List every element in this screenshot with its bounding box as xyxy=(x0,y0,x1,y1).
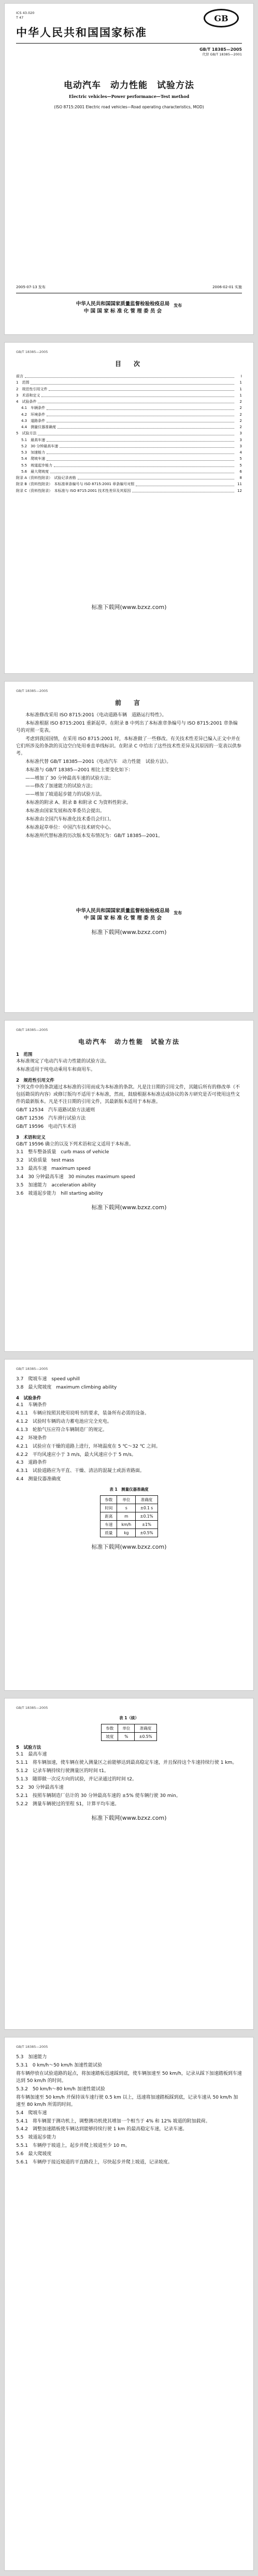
paragraph: 本标准由全国汽车标准化技术委员会归口。 xyxy=(25,817,114,823)
paragraph: 3.8 最大爬坡度 maximum climbing ability xyxy=(16,1384,117,1390)
document-title: 电动汽车 动力性能 试验方法 xyxy=(64,80,194,91)
toc-leader xyxy=(60,443,234,448)
body-text xyxy=(16,1376,242,1483)
paragraph: 5.4.2 调整加速踏板使车辆达到能够持续行驶 1 km 的最高稳定车速，记录车速。 xyxy=(16,2127,188,2132)
paragraph: 本标准起草单位：中国汽车技术研究中心。 xyxy=(25,825,114,831)
table-row xyxy=(101,1496,157,1504)
toc-leader xyxy=(38,399,234,403)
toc-leader xyxy=(50,469,234,473)
table-cell: ±0.5% xyxy=(136,1529,157,1537)
toc-entry[interactable] xyxy=(16,475,242,481)
body-text xyxy=(16,1744,242,1808)
toc-entry-label: 附录 C（资料性附录） 本标准与 ISO 8715:2001 技术性差异及其原因 xyxy=(16,488,131,493)
table-cell: ±0.1% xyxy=(136,1512,157,1521)
issuer-sac: 中 国 国 家 标 准 化 管 理 委 员 会 xyxy=(83,915,162,922)
toc-leader xyxy=(78,475,234,479)
toc-entry-label: 5.3 加速能力 xyxy=(21,450,46,455)
table-header-cell: 参数 xyxy=(101,1496,117,1504)
document-title-en: Electric vehicles—Power performance—Test method xyxy=(68,94,190,100)
foreword-body xyxy=(16,712,242,840)
paragraph: 3.3 最高车速 maximum speed xyxy=(16,1166,91,1172)
toc-entry[interactable] xyxy=(16,392,242,399)
issue-date: 2005-07-13 发布 xyxy=(16,285,46,289)
table-row xyxy=(102,1733,156,1741)
section-heading: 4 试验条件 xyxy=(16,1395,41,1401)
paragraph: 5.1.2 记录车辆持续行驶测量区的时间 t1。 xyxy=(16,1768,109,1774)
paragraph: 5.2.1 按照车辆制造厂估计的 30 分钟最高车速的 ±5% 使车辆行驶 30 min。 xyxy=(16,1793,181,1799)
toc-entry[interactable] xyxy=(16,430,242,436)
paragraph: 将车辆停放在试验道路的起点，将加速踏板迅速踩到底，使车辆加速至 50 km/h，记录从踩下加速踏板到车速达到 50 km/h 的时间。 xyxy=(16,2071,242,2084)
toc-leader xyxy=(47,449,234,454)
paragraph: 本标准代替 GB/T 18385—2001《电动汽车 动力性能 试验方法》。 xyxy=(25,759,171,765)
toc-entry-page: 3 xyxy=(239,444,242,448)
ccs-code: T 47 xyxy=(16,16,24,20)
body-title: 电动汽车 动力性能 试验方法 xyxy=(78,1038,180,1045)
paragraph: ——增加了坡道起步能力的试验方法。 xyxy=(25,792,105,798)
toc-entry-page: Ⅰ xyxy=(240,374,242,378)
table-cell: 车速 xyxy=(101,1521,117,1529)
gb-logo-icon: GB xyxy=(204,9,239,27)
toc-list xyxy=(16,373,242,494)
table-row xyxy=(102,1724,156,1733)
body-page-1 xyxy=(4,1020,254,1352)
paragraph: 本标准与 GB/T 18385—2001 相比主要变化如下： xyxy=(25,767,133,773)
toc-entry-label: 3 术语和定义 xyxy=(16,393,40,398)
table-header-cell: 单位 xyxy=(118,1724,135,1733)
toc-entry-page: 2 xyxy=(239,406,242,411)
paragraph: 5.2 30 分钟最高车速 xyxy=(16,1785,64,1790)
paragraph: 4.2 环境条件 xyxy=(16,1435,47,1441)
toc-entry-page: 6 xyxy=(239,469,242,474)
cover-page xyxy=(4,3,254,335)
table-cell: m xyxy=(117,1512,136,1521)
paragraph: 5.1 最高车速 xyxy=(16,1752,47,1757)
paragraph: 4.3.1 试验道路应为平直、干燥、清洁的混凝土或沥青路面。 xyxy=(16,1468,145,1474)
running-head: GB/T 18385—2005 xyxy=(16,2045,48,2049)
issuer-sac: 中 国 国 家 标 准 化 管 理 委 员 会 xyxy=(83,308,162,314)
paragraph: 4.2.1 试验应在干燥的道路上进行，环境温度在 5 ℃～32 ℃ 之间。 xyxy=(16,1443,161,1449)
table-cell: 质量 xyxy=(101,1529,117,1537)
adoption-note: (ISO 8715:2001 Electric road vehicles—Road operating characteristics, MOD) xyxy=(54,105,204,110)
table-header-cell: 单位 xyxy=(117,1496,136,1504)
toc-entry[interactable] xyxy=(16,373,242,379)
paragraph: 4.4 测量仪器准确度 xyxy=(16,1477,61,1482)
issuer-block xyxy=(16,296,242,316)
paragraph: 本标准根据 ISO 8715:2001 重新起草。在附录 B 中列出了本标准章条编号与 ISO 8715:2001 章条编号的对照一览表。 xyxy=(16,720,238,733)
table-row xyxy=(101,1512,157,1521)
replaces-code: 代替 GB/T 18385—2001 xyxy=(202,52,242,57)
toc-leader xyxy=(136,481,234,486)
toc-leader xyxy=(38,430,234,435)
table-cell: 时间 xyxy=(101,1504,117,1512)
toc-entry-label: 5.5 坡道起步能力 xyxy=(21,463,53,468)
paragraph: 5.3 加速能力 xyxy=(16,2055,47,2060)
toc-entry[interactable] xyxy=(16,462,242,469)
section-heading: 1 范围 xyxy=(16,1052,33,1057)
table-cell: s xyxy=(117,1504,136,1512)
table-header-cell: 准确度 xyxy=(135,1724,156,1733)
paragraph: 5.1.3 随即做一次反方向的试验，并记录通过的时间 t2。 xyxy=(16,1776,137,1782)
paragraph: 4.1 车辆条件 xyxy=(16,1402,47,1408)
table-cell: ±0.5% xyxy=(135,1733,156,1741)
paragraph: 4.2.2 平均风速应小于 3 m/s，最大风速应小于 5 m/s。 xyxy=(16,1452,136,1457)
paragraph: ——增加了 30 分钟最高车速的试验方法； xyxy=(25,775,114,781)
paragraph: 本标准修改采用 ISO 8715:2001《电动道路车辆 道路运行特性》。 xyxy=(25,713,167,718)
toc-leader xyxy=(47,437,234,442)
paragraph: GB/T 12534 汽车道路试验方法通则 xyxy=(16,1107,95,1113)
watermark: 标准下载网(www.bzxz.com) xyxy=(91,1544,167,1551)
toc-entry[interactable] xyxy=(16,405,242,411)
body-page-3 xyxy=(4,1698,254,2030)
watermark: 标准下载网(www.bzxz.com) xyxy=(91,603,167,611)
toc-entry-page: 1 xyxy=(239,387,242,391)
table-cell: km/h xyxy=(117,1521,136,1529)
toc-entry-label: 4.2 环境条件 xyxy=(21,412,46,417)
toc-entry-label: 1 范围 xyxy=(16,380,30,385)
watermark: 标准下载网(www.bzxz.com) xyxy=(91,1814,167,1821)
paragraph: 4.1.2 试验时车辆的动力蓄电池应完全充电。 xyxy=(16,1419,112,1424)
table-caption: 表 1（续） xyxy=(119,1716,139,1720)
paragraph: 3.4 30 分钟最高车速 30 minutes maximum speed xyxy=(16,1174,135,1180)
table-cell: ±0.1 s xyxy=(136,1504,157,1512)
toc-entry-label: 5.6 最大爬坡度 xyxy=(21,469,49,474)
paragraph: 5.6 最大爬坡度 xyxy=(16,2152,52,2157)
toc-entry-label: 5.4 爬坡车速 xyxy=(21,457,46,461)
toc-entry-page: 2 xyxy=(239,400,242,404)
toc-entry-page: 1 xyxy=(239,393,242,398)
toc-entry-page: 2 xyxy=(239,418,242,423)
toc-entry[interactable] xyxy=(16,424,242,430)
paragraph: GB/T 19596 确立的以及下列术语和定义适用于本标准。 xyxy=(16,1141,134,1147)
paragraph: 考虑到我国国情，在采用 ISO 8715:2001 时，本标准做了一些修改。有关技术性差异已编入正文中并在它们所涉及的条款的页边空白处用垂直单线标识。在附录 C 中给出了这些技术性差异及其原因的一览表以供参考。 xyxy=(16,736,242,756)
table-row xyxy=(101,1521,157,1529)
issuer-block xyxy=(16,903,242,923)
accuracy-table xyxy=(100,1495,157,1537)
toc-entry-label: 前言 xyxy=(16,374,23,378)
toc-leader xyxy=(47,456,234,460)
body-text xyxy=(16,2054,242,2167)
toc-entry[interactable] xyxy=(16,456,242,462)
paragraph: 3.1 整车整备质量 curb mass of vehicle xyxy=(16,1150,109,1155)
ics-code: ICS 43.020 xyxy=(16,11,35,15)
toc-leader xyxy=(25,373,234,378)
toc-entry-page: 3 xyxy=(239,431,242,436)
running-head: GB/T 18385—2005 xyxy=(16,1028,48,1032)
toc-entry-label: 4.4 测量仪器准确度 xyxy=(21,425,56,429)
toc-entry-label: 附录 B（资料性附录） 本标准章条编号与 ISO 8715:2001 章条编号对照 xyxy=(16,482,135,487)
running-head: GB/T 18385—2005 xyxy=(16,689,48,693)
body-page-4 xyxy=(4,2037,254,2571)
paragraph: 本标准适用于纯电动乘用车和商用车。 xyxy=(16,1067,96,1072)
toc-entry-label: 5.2 30 分钟最高车速 xyxy=(21,444,59,448)
paragraph: 4.1.3 轮胎气压应符合车辆制造厂的规定。 xyxy=(16,1427,107,1433)
paragraph: 下列文件中的条款通过本标准的引用而成为本标准的条款。凡是注日期的引用文件，其随后所有的修改单（不包括勘误的内容）或修订版均不适用于本标准，然而，鼓励根据本标准达成协议的各方研究是否可使用这些文件的最新版本。凡是不注日期的引用文件，其最新版本适用于本标准。 xyxy=(16,1084,240,1105)
toc-entry[interactable] xyxy=(16,469,242,475)
table-header-cell: 准确度 xyxy=(136,1496,157,1504)
national-standard-title: 中华人民共和国国家标准 xyxy=(16,26,147,39)
toc-leader xyxy=(132,488,234,492)
paragraph: 5.5.1 车辆停于坡道上，起步并爬上坡道至少 10 m。 xyxy=(16,2143,130,2149)
toc-leader xyxy=(41,392,234,397)
watermark: 标准下载网(www.bzxz.com) xyxy=(91,928,167,936)
running-head: GB/T 18385—2005 xyxy=(16,1706,48,1710)
paragraph: 3.7 爬坡车速 speed uphill xyxy=(16,1377,80,1382)
paragraph: 本标准所代替标准的历次版本发布情况为：GB/T 18385—2001。 xyxy=(25,833,163,839)
toc-leader xyxy=(31,379,234,384)
toc-entry-label: 5 试验方法 xyxy=(16,431,37,436)
divider xyxy=(16,43,242,44)
toc-entry[interactable] xyxy=(16,481,242,487)
toc-title: 目 次 xyxy=(114,360,143,367)
toc-entry-label: 4.1 车辆条件 xyxy=(21,406,46,411)
table-cell: % xyxy=(118,1733,135,1741)
table-header-cell: 参数 xyxy=(102,1724,118,1733)
toc-entry[interactable] xyxy=(16,386,242,392)
toc-entry[interactable] xyxy=(16,412,242,418)
toc-entry[interactable] xyxy=(16,437,242,443)
watermark: 标准下载网(www.bzxz.com) xyxy=(91,1204,167,1211)
paragraph: 将车辆加速至 50 km/h 并保持该车速行驶 0.5 km 以上，迅速将加速踏板踩到底，记录车速从 50 km/h 加速至 80 km/h 所需的时间。 xyxy=(16,2094,238,2107)
table-row xyxy=(101,1504,157,1512)
paragraph: 5.4 爬坡车速 xyxy=(16,2110,47,2116)
toc-entry-label: 2 规范性引用文件 xyxy=(16,387,48,391)
table-cell: kg xyxy=(117,1529,136,1537)
issue-tag: 发布 xyxy=(174,910,182,915)
paragraph: ——修改了加速能力的试验方法； xyxy=(25,784,96,789)
toc-entry-page: 2 xyxy=(239,425,242,429)
table-cell: 距离 xyxy=(101,1512,117,1521)
impl-date: 2006-02-01 实施 xyxy=(212,285,242,289)
toc-entry-page: 1 xyxy=(239,380,242,385)
paragraph: 5.2.2 测量车辆驶过的里程 S1，计算平均车速。 xyxy=(16,1801,120,1807)
paragraph: 5.1.1 将车辆加速，使车辆在驶入测量区之前能够达到最高稳定车速，并且保持这个车速持续行驶 1 km。 xyxy=(16,1760,237,1765)
issuer-aqsiq: 中华人民共和国国家质量监督检验检疫总局 xyxy=(76,301,170,307)
table-cell: 坡度 xyxy=(102,1733,118,1741)
paragraph: 3.2 试验质量 test mass xyxy=(16,1158,75,1164)
paragraph: 5.3.2 50 km/h～80 km/h 加速性能试验 xyxy=(16,2086,105,2092)
dates-row xyxy=(16,285,242,290)
toc-entry-label: 5.1 最高车速 xyxy=(21,437,46,442)
foreword-page xyxy=(4,681,254,1013)
toc-entry[interactable] xyxy=(16,443,242,449)
running-head: GB/T 18385—2005 xyxy=(16,1367,48,1371)
paragraph: 3.5 加速能力 acceleration ability xyxy=(16,1183,96,1188)
table-caption: 表 1 测量仪器准确度 xyxy=(109,1487,149,1492)
paragraph: GB/T 12536 汽车滑行试验方法 xyxy=(16,1115,86,1121)
toc-entry-page: 5 xyxy=(239,463,242,468)
toc-leader xyxy=(47,418,234,422)
toc-entry[interactable] xyxy=(16,418,242,424)
toc-entry-page: 2 xyxy=(239,412,242,417)
toc-leader xyxy=(58,424,234,429)
standard-code: GB/T 18385—2005 xyxy=(199,47,242,52)
toc-leader xyxy=(54,462,234,467)
toc-entry-label: 4 试验条件 xyxy=(16,400,37,404)
table-row xyxy=(101,1529,157,1537)
paragraph: 本标准规定了电动汽车动力性能的试验方法。 xyxy=(16,1059,110,1064)
section-heading: 3 术语和定义 xyxy=(16,1135,46,1140)
accuracy-table-continued xyxy=(101,1724,156,1741)
toc-leader xyxy=(47,405,234,409)
paragraph: 本标准的附录 A、附录 B 和附录 C 为资料性附录。 xyxy=(25,800,131,806)
toc-entry-page: 11 xyxy=(237,482,242,487)
paragraph: 5.5 坡道起步能力 xyxy=(16,2135,56,2141)
toc-entry[interactable] xyxy=(16,379,242,386)
table-cell: ±1% xyxy=(136,1521,157,1529)
body-page-2 xyxy=(4,1359,254,1691)
paragraph: GB/T 19596 电动汽车术语 xyxy=(16,1124,77,1129)
toc-entry-page: 8 xyxy=(239,476,242,480)
toc-entry[interactable] xyxy=(16,449,242,456)
toc-entry-page: 5 xyxy=(239,457,242,461)
issuer-aqsiq: 中华人民共和国国家质量监督检验检疫总局 xyxy=(76,908,170,914)
issue-tag: 发布 xyxy=(174,303,182,308)
toc-entry-label: 4.3 道路条件 xyxy=(21,418,46,423)
toc-page xyxy=(4,342,254,674)
toc-entry-page: 4 xyxy=(239,450,242,455)
toc-entry[interactable] xyxy=(16,488,242,494)
foreword-title: 前 言 xyxy=(114,699,143,706)
toc-leader xyxy=(47,412,234,416)
paragraph: 4.3 道路条件 xyxy=(16,1460,47,1466)
body-text xyxy=(16,1051,242,1198)
paragraph: 4.1.1 车辆应按照其使用说明书的要求，装备所有必需的设备。 xyxy=(16,1410,149,1416)
section-heading: 2 规范性引用文件 xyxy=(16,1078,54,1083)
section-heading: 5 试验方法 xyxy=(16,1745,41,1750)
toc-leader xyxy=(49,386,234,391)
paragraph: 3.6 坡道起步能力 hill starting ability xyxy=(16,1191,103,1197)
paragraph: 5.3.1 0 km/h～50 km/h 加速性能试验 xyxy=(16,2062,103,2068)
toc-entry[interactable] xyxy=(16,399,242,405)
running-head: GB/T 18385—2005 xyxy=(16,350,48,354)
paragraph: 本标准由国家发展和改革委员会提出。 xyxy=(25,809,105,814)
toc-entry-page: 12 xyxy=(237,488,242,493)
paragraph: 5.6.1 车辆停于接近坡道的平直路段上，尽快起步并爬上坡道，记录坡度。 xyxy=(16,2160,173,2165)
toc-entry-page: 3 xyxy=(239,437,242,442)
paragraph: 5.4.1 将车辆置于测功机上，调整测功机使其增加一个相当于 4% 和 12% 坡道的附加载荷。 xyxy=(16,2118,210,2124)
toc-entry-label: 附录 A（资料性附录） 试验记录表格 xyxy=(16,476,76,480)
